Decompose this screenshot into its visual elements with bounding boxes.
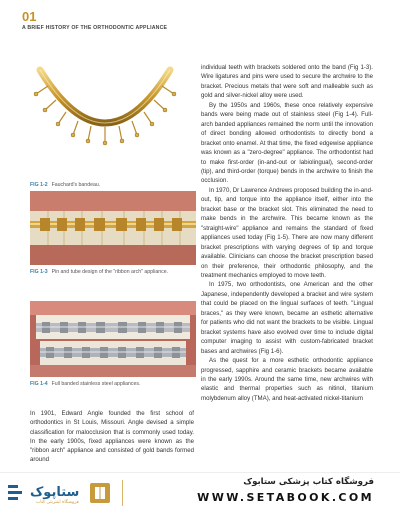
paragraph: individual teeth with brackets soldered onto the band (Fig 1-3). Wire ligatures and pins were used to secure the archwire to the bracket. Precious metals that were soft and malleable such as gold and silver-nickel alloy were used. [201,64,373,100]
footer-divider [122,480,123,506]
store-name: فروشگاه کتاب پزشکی ستابوک [243,477,374,487]
figure-caption [30,381,140,387]
logo-subtitle: فروشگاه اینترنتی کتاب [36,500,79,505]
paragraph: By the 1950s and 1960s, these once relatively expensive bands were being made out of stainless steel (Fig 1-4). Full-arch banded appliances remained the norm until the innovation of direct bonding allowed orthodontists to directly bond a bracket onto enamel. At that time, the fixed edgewise appliance was known as a "zero-degree" appliance. The orthodontist had to make first-order (in-and-out or labiolingual), second-order (tip), and third-order (torque) bends in the archwire to finish the occlusion. [201,101,373,185]
figure-bandeau-image [30,48,180,173]
figure-caption [30,269,168,275]
chapter-number: 01 [22,9,37,24]
figure-caption-text: Fauchard's bandeau. [51,182,101,188]
body-text-right [201,63,373,403]
figure-label: FIG 1-3 [30,269,48,275]
figure-caption [30,182,100,188]
body-text-left: In 1901, Edward Angle founded the first school of orthodontics in St Louis, Missouri. Angle devised a simple classification for malocclusion that is commonly used today. In the early 1900s, fixed appliances were known as the "ribbon arch" appliance and consisted of gold bands formed around [30,410,194,464]
paragraph: In 1970, Dr Lawrence Andrews proposed building the in-and-out, tip, and torque into the appliance itself, either into the bracket base or the bracket slot. This eliminated the need to make bends in the archwire. This became known as the "straight-wire" appliance and remains the standard of fixed appliances used today (Fig 1-5). There are now many different bracket prescriptions with varying degrees of tip and torque available. Clinicians can choose the bracket prescription based on their preference, their orthodontic philosophy, and the treatment mechanics employed to move teeth. [201,186,373,279]
chapter-title: A BRIEF HISTORY OF THE ORTHODONTIC APPLIANCE [22,25,168,31]
paragraph: In 1975, two orthodontists, one American and the other Japanese, independently developed a bracket and wire system that could be placed on the lingual surfaces of teeth. "Lingual braces," as they were known, became an esthetic alternative for patients who did not want the brackets to be visible. Lingual bracket systems have also evolved over time to include digital computer imaging to assist with custom-fabricated bracket bases and archwires (Fig 1-6). [201,281,373,355]
figure-label: FIG 1-2 [30,182,48,188]
logo-brand-text: ستاپوک [30,485,80,500]
figure-caption-text: Pin and tube design of the "ribbon arch" appliance. [51,269,169,275]
figure-label: FIG 1-4 [30,381,48,387]
store-url-link[interactable]: WWW.SETABOOK.COM [197,491,374,504]
paragraph: As the quest for a more esthetic orthodontic appliance progressed, sapphire and ceramic brackets became available in the early 1990s. Around the same time, new archwires with elastic and thermal properties such as nitinol, titanium molybdenum alloy (TMA), and heat-activated nickel-titanium [201,357,373,402]
figure-stainless-steel-photo [30,301,196,377]
figure-ribbon-arch-photo [30,191,196,265]
figure-caption-text: Full banded stainless steel appliances. [51,381,141,387]
